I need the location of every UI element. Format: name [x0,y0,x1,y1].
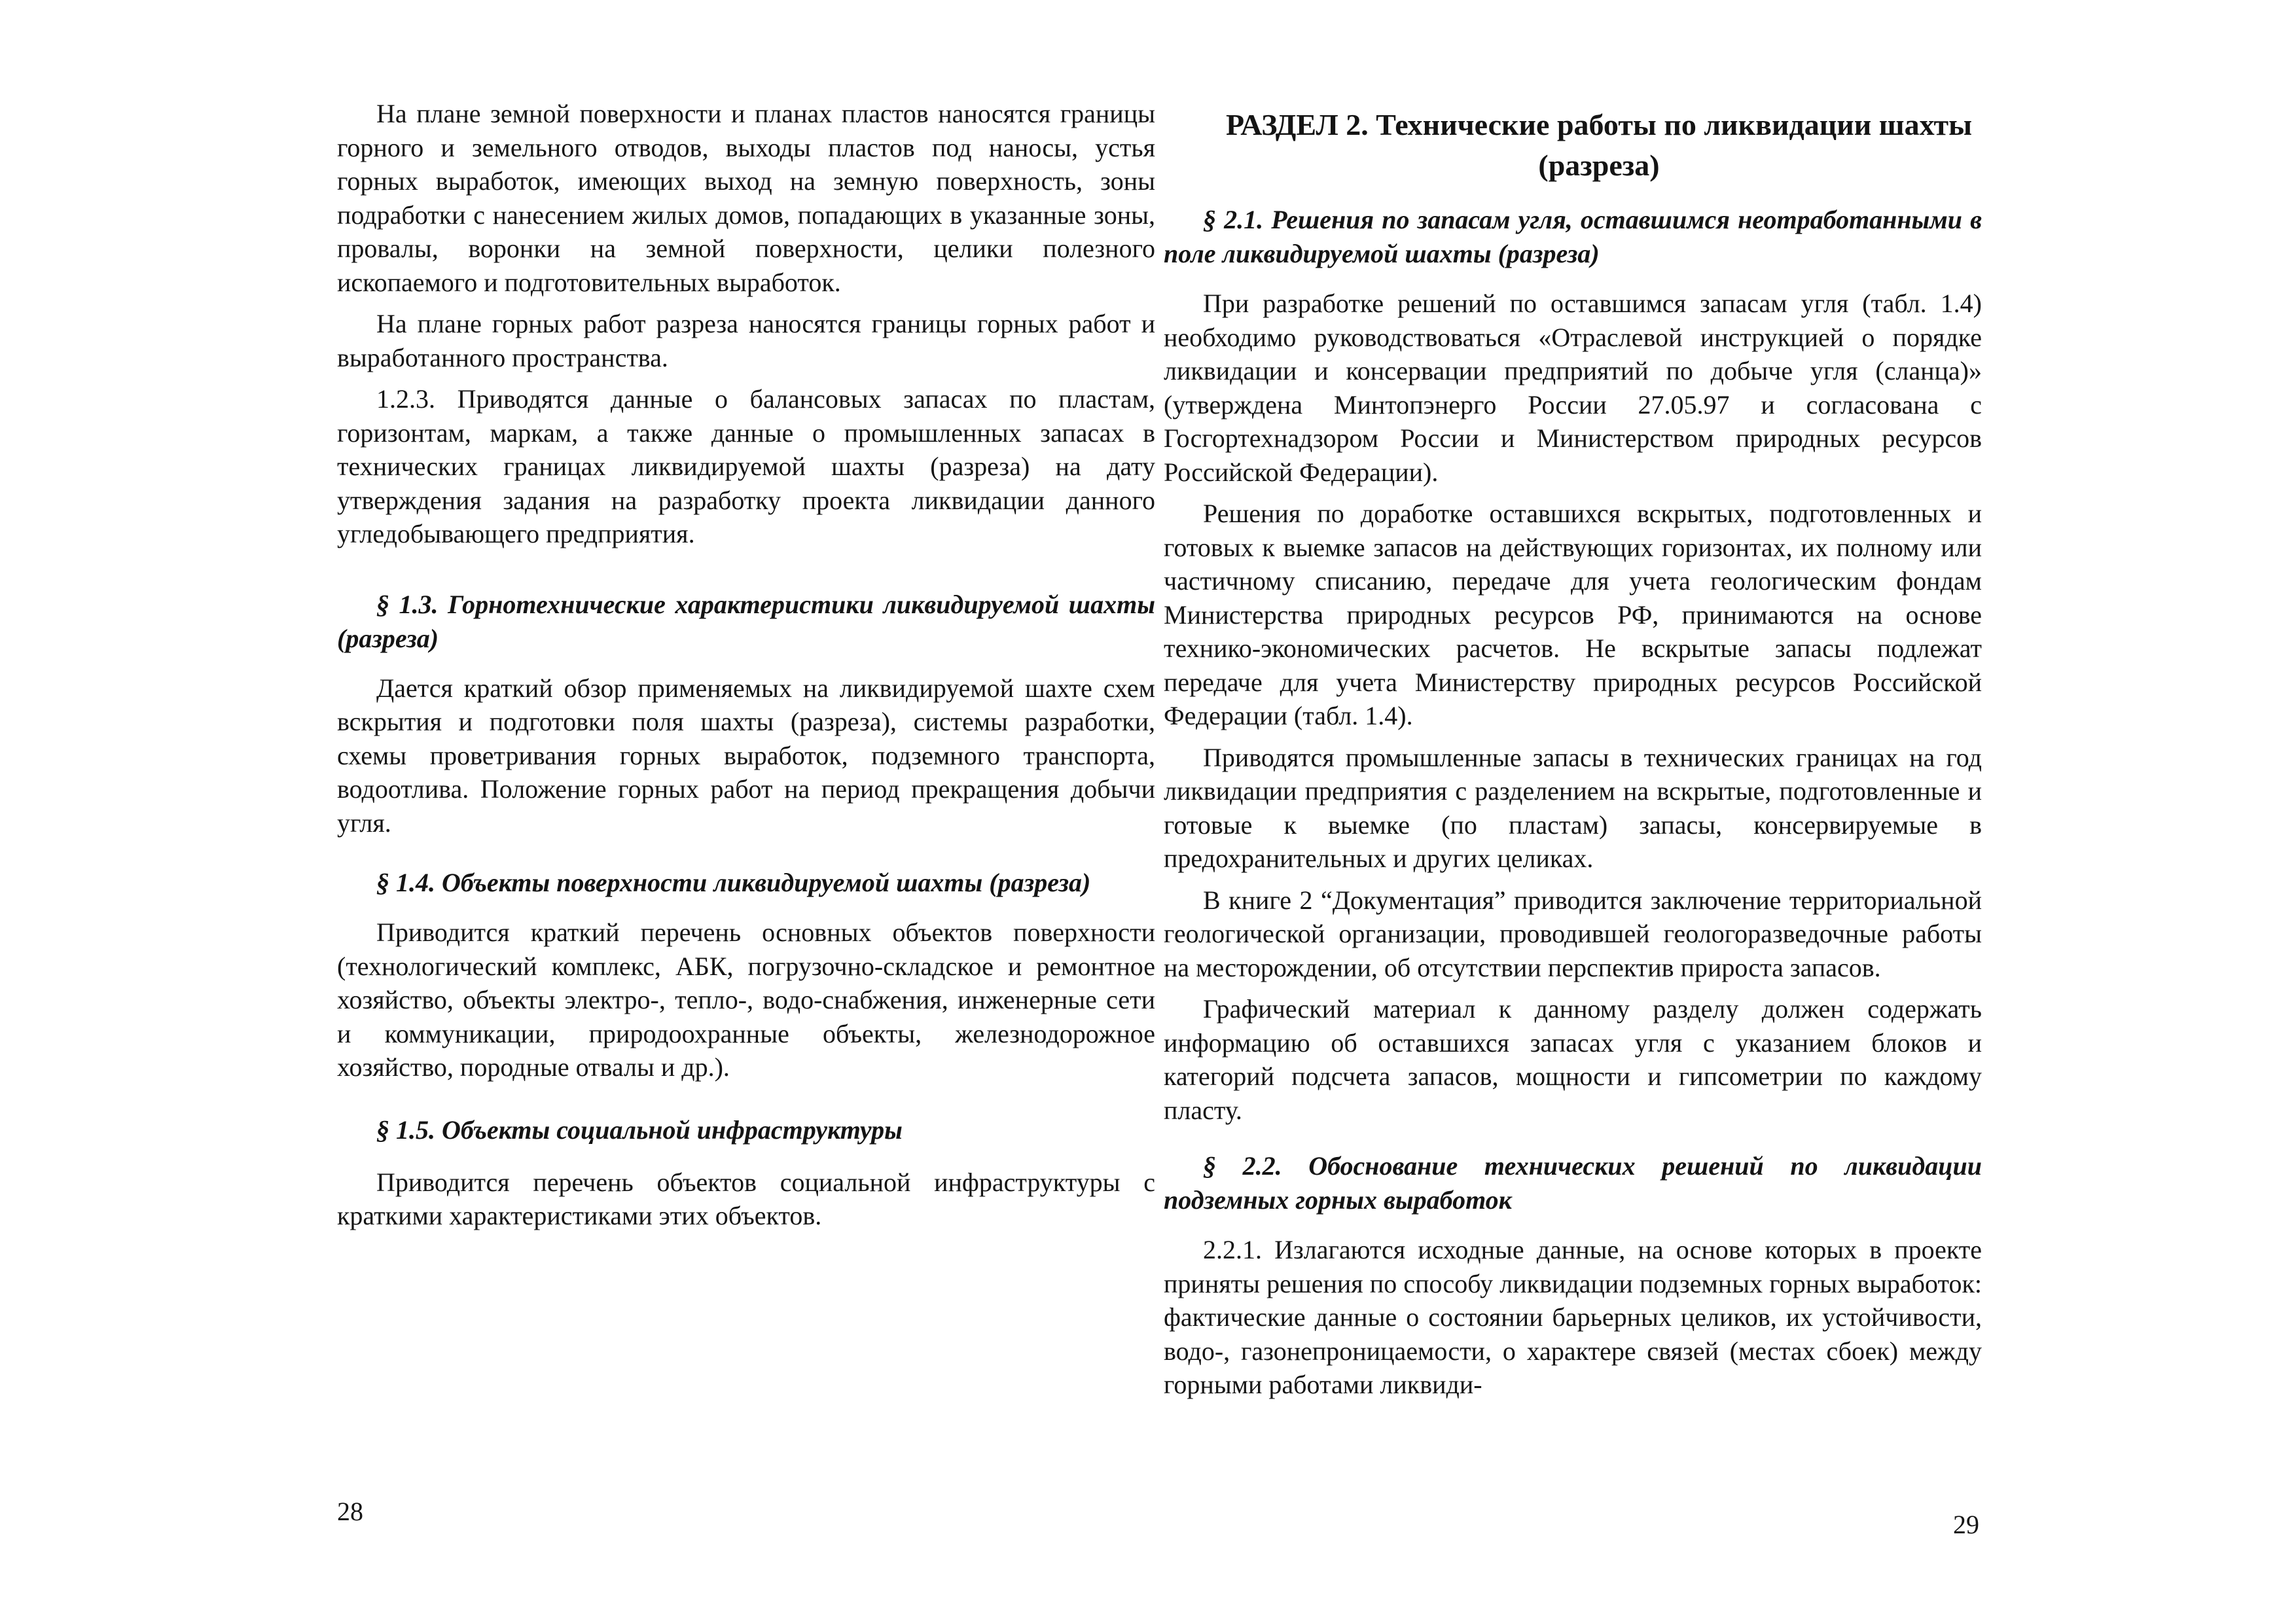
page-number: 28 [337,1497,363,1526]
section-heading-1-3: § 1.3. Горнотехнические характеристики ликвидируемой шахты (разреза) [337,589,1155,653]
section-heading-2-2: § 2.2. Обоснование технических решений по ликвидации подземных горных выработок [1164,1151,1982,1215]
paragraph-industrial-reserves: Приводятся промышленные запасы в технических границах на год ликвидации предприятия с разделением на вскрытые, подготовленные и готовые к выемке (по пластам) запасы, консервируемые в предохранительных и других целиках. [1164,742,1982,873]
paragraph-graphic-material: Графический материал к данному разделу должен содержать информацию об оставшихся запасах угля с указанием блоков и категорий подсчета запасов, мощности и гипсометрии по каждому пласту. [1164,994,1982,1125]
section-heading-1-5: § 1.5. Объекты социальной инфраструктуры [376,1115,903,1145]
left-column [337,97,1155,1233]
paragraph-2-2-1: 2.2.1. Излагаются исходные данные, на основе которых в проекте приняты решения по способу ликвидации подземных горных выработок: фактические данные о состоянии барьерных целиков, их устойчивости, водо-, газонепроницаемости, о характере связей (местах сбоек) между горными работами ликвиди- [1164,1235,1982,1399]
paragraph-reserve-decisions: Решения по доработке оставшихся вскрытых, подготовленных и готовых к выемке запасов на действующих горизонтах, их полному или частичному списанию, передаче для учета геологическим фондам Министерства природных ресурсов РФ, принимаются на основе технико-экономических расчетов. Не вскрытые запасы подлежат передаче для учета Министерству природных ресурсов Российской Федерации (табл. 1.4). [1164,499,1982,730]
section-heading-2-1: § 2.1. Решения по запасам угля, оставшимся неотработанными в поле ликвидируемой шахты (разреза) [1164,205,1982,268]
right-page [1148,0,2296,1623]
section-heading-1-4: § 1.4. Объекты поверхности ликвидируемой шахты (разреза) [376,868,1091,897]
paragraph-surface-plan: На плане земной поверхности и планах пластов наносятся границы горного и земельного отводов, выходы пластов под наносы, устья горных выработок, имеющих выход на земную поверхность, зоны подработки с нанесением жилых домов, попадающих в указанные зоны, провалы, воронки на земной поверхности, целики полезного ископаемого и подготовительных выработок. [337,99,1155,297]
paragraph-mining-overview: Дается краткий обзор применяемых на ликвидируемой шахте схем вскрытия и подготовки поля шахты (разреза), системы разработки, схемы проветривания горных выработок, подземного транспорта, водоотлива. Положение горных работ на период прекращения добычи угля. [337,673,1155,838]
paragraph-social-infrastructure: Приводится перечень объектов социальной инфраструктуры с краткими характеристиками этих объектов. [337,1167,1155,1230]
paragraph-pit-plan: На плане горных работ разреза наносятся границы горных работ и выработанного пространства. [337,309,1155,372]
paragraph-book-2: В книге 2 “Документация” приводится заключение территориальной геологической организации, проводившей геологоразведочные работы на месторождении, об отсутствии перспектив прироста запасов. [1164,885,1982,982]
chapter-title: РАЗДЕЛ 2. Технические работы по ликвидации шахты (разреза) [1226,108,1972,182]
paragraph-1-2-3: 1.2.3. Приводятся данные о балансовых запасах по пластам, горизонтам, маркам, а также данные о промышленных запасах в технических границах ликвидируемой шахты (разреза) на дату утверждения задания на разработку проекта ликвидации данного угледобывающего предприятия. [337,384,1155,548]
right-column [1164,105,1982,1402]
paragraph-surface-objects: Приводится краткий перечень основных объектов поверхности (технологический комплекс, АБК, погрузочно-складское и ремонтное хозяйство, объекты электро-, тепло-, водо-снабжения, инженерные сети и коммуникации, природоохранные объекты, железнодорожное хозяйство, породные отвалы и др.). [337,918,1155,1082]
paragraph-remaining-reserves: При разработке решений по оставшимся запасам угля (табл. 1.4) необходимо руководствоваться «Отраслевой инструкцией о порядке ликвидации и консервации предприятий по добыче угля (сланца)» (утверждена Минтопэнерго России 27.05.97 и согласована с Госгортехнадзором России и Министерством природных ресурсов Российской Федерации). [1164,289,1982,487]
page-number: 29 [1953,1510,1979,1539]
